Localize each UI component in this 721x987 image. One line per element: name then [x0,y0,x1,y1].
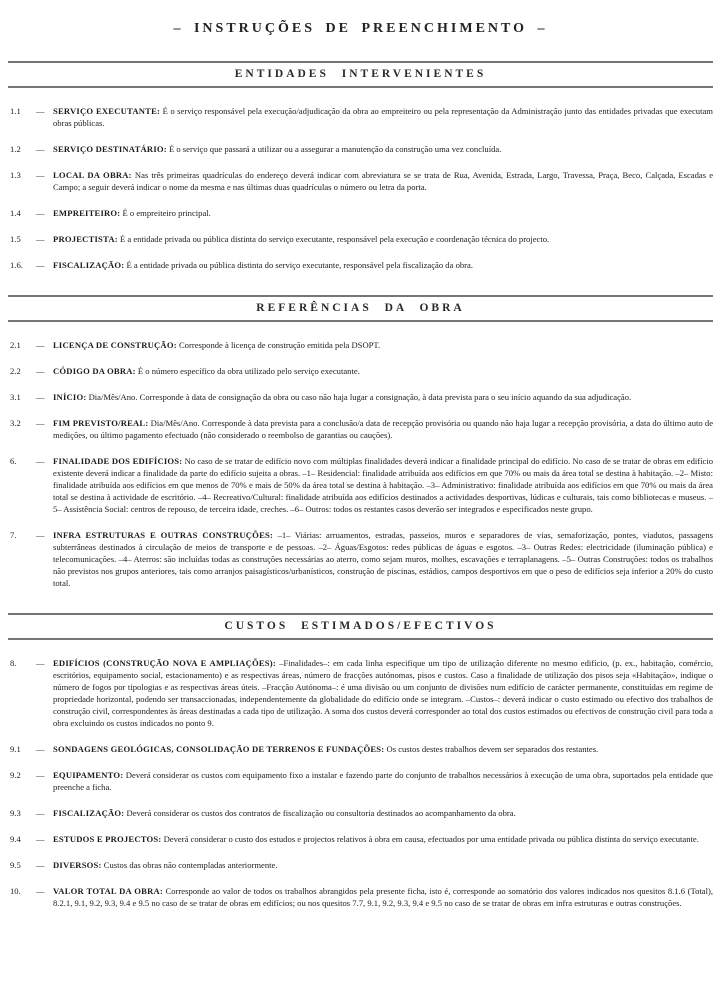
item-label: SONDAGENS GEOLÓGICAS, CONSOLIDAÇÃO DE TERRENOS E FUNDAÇÕES: [53,744,385,754]
item-number: 1.1 [10,106,21,116]
section-heading: REFERÊNCIAS DA OBRA [256,302,465,314]
item-text [53,417,713,441]
instruction-section [8,613,713,909]
item-number: 8. [10,658,17,668]
instruction-item [10,207,713,219]
section-header-rules [8,613,713,640]
item-dash: — [36,808,45,818]
item-number: 1.5 [10,234,21,244]
item-dash: — [36,208,45,218]
item-dash: — [36,170,45,180]
instruction-item [10,105,713,129]
item-label: VALOR TOTAL DA OBRA: [53,886,163,896]
item-dash: — [36,392,45,402]
item-text [53,365,713,377]
item-body: Corresponde ao valor de todos os trabalhos abrangidos pela presente ficha, isto é, corresponde ao somatório dos valores indicados nos quesitos 8.1.6 (Total), 8.2.1, 9.1, 9.2, 9.3, 9.4 e 9.5 no caso de se tratar de obras em edifícios; ou nos quesitos 7.7, 9.1, 9.2, 9.3, 9.4 e 9.5 no caso de se tratar de obras em infra estruturas e outras construções. [53,886,713,908]
item-body: Os custos destes trabalhos devem ser separados dos restantes. [386,744,599,754]
item-text [53,807,713,819]
section-items [8,322,713,589]
item-number: 9.5 [10,860,21,870]
item-body: Dia/Mês/Ano. Corresponde à data prevista para a conclusão/a data de recepção provisória ou quando não haja lugar a recepção provisória, a data do último auto de medições, ou último pagamento efectuado (não considerado o reembolso de garantias ou cauções). [53,418,714,440]
section-heading: CUSTOS ESTIMADOS/EFECTIVOS [224,620,497,632]
item-number: 6. [10,456,17,466]
item-label: INÍCIO: [53,392,87,402]
item-text [53,233,713,245]
section-items [8,88,713,271]
section-header-rules [8,61,713,88]
section-heading: ENTIDADES INTERVENIENTES [234,68,487,80]
instruction-item [10,233,713,245]
instruction-item [10,365,713,377]
item-body: Deverá considerar os custos dos contratos de fiscalização ou consultoria destinados ao acompanhamento da obra. [126,808,516,818]
instruction-item [10,417,713,441]
item-body: É o empreiteiro principal. [122,208,211,218]
instruction-item [10,657,713,729]
item-text [53,339,713,351]
item-number: 9.1 [10,744,21,754]
item-text [53,391,713,403]
instruction-section [8,61,713,271]
item-number: 1.3 [10,170,21,180]
item-dash: — [36,658,45,668]
item-text [53,455,713,515]
item-text [53,207,713,219]
item-label: SERVIÇO DESTINATÁRIO: [53,144,167,154]
item-label: FINALIDADE DOS EDIFÍCIOS: [53,456,183,466]
item-text [53,743,713,755]
item-body: Deverá considerar o custo dos estudos e projectos relativos à obra em causa, efectuados por uma entidade privada ou pública distinta do serviço executante. [163,834,699,844]
item-body: –1– Viárias: arruamentos, estradas, passeios, muros e separadores de vias, semaforização, pontes, viadutos, passagens subterrâneas destinados à circulação de meios de transporte e de pessoas. –2– Águas/Esgotos: redes públicas de águas e esgotos. –3– Outras Redes: electricidade (iluminação pública) e telecomunicações. –4– Aterros: são incluídas todas as construções necessárias ao aterro, como sejam muros, molhes, escavações e terraplanagens. –5– Outras Construções: todos os trabalhos não previstos nos grupos anteriores, tais como arranjos paisagísticos/urbanísticos, construção de piscinas, estádios, campos desportivos em que o peso de edifícios seja inferior a 20% do custo total. [53,530,713,588]
item-body: Dia/Mês/Ano. Corresponde à data de consignação da obra ou caso não haja lugar a consignação, à data prevista para o seu início aquando da sua adjudicação. [88,392,632,402]
instruction-item [10,885,713,909]
instruction-item [10,859,713,871]
item-body: –Finalidades–: em cada linha especifique um tipo de utilização diferente no mesmo edifício, (p. ex., habitação, comércio, escritórios, equipamento social, estacionamento) e as respectivas áreas, número de fracções autónomas, pisos e custos. Caso a finalidade de utilização dos pisos seja «Habitação», indique o número de fogos por tipologias e as respectivas áreas úteis. –Fracção Autónoma–: é uma divisão ou um conjunto de divisões num edifício de carácter permanente, constituídas em regime de propriedade horizontal, podendo ser transaccionadas, independentemente da globalidade do edifício onde se integram. –Custos–: deverá indicar o custo estimado ou efectivo dos trabalhos de construção civil, correspondentes às áreas destinadas a cada tipo de utilização. A soma dos custos deverá corresponder ao total dos custos estimados ou efectivos de construção civil para toda a obra excluindo os custos indicados no ponto 9. [53,658,713,728]
instruction-item [10,833,713,845]
item-number: 2.2 [10,366,21,376]
item-number: 3.1 [10,392,21,402]
item-dash: — [36,456,45,466]
instruction-item [10,455,713,515]
item-label: EDIFÍCIOS (CONSTRUÇÃO NOVA E AMPLIAÇÕES): [53,658,276,668]
item-body: No caso de se tratar de edifício novo com múltiplas finalidades deverá indicar a finalidade principal do edifício. No caso de se tratar de obras em edifício existente deverá indicar a finalidade da parte do edifício sujeita a obras. –1– Residencial: finalidade atribuída aos edifícios em que 70% ou mais da área total se destina à habitação. –2– Misto: finalidade atribuída aos edifícios em que menos de 70% e mais de 50% da área total se destina à habitação. –3– Administrativo: finalidade atribuída aos edifícios em que 70% ou mais da área total se destina à actividade de escritório. –4– Recreativo/Cultural: finalidade atribuída aos edifícios destinados a actividades desportivas, lúdicas e culturais, tais como bibliotecas e museus. –5– Assistência Social: centros de repouso, de terceira idade, creches. –6– Outros: todos os restantes casos deverão ser integrados e especificados neste grupo. [53,456,713,514]
item-label: ESTUDOS E PROJECTOS: [53,834,162,844]
item-dash: — [36,860,45,870]
item-text [53,769,713,793]
instruction-item [10,529,713,589]
item-body: É o serviço responsável pela execução/adjudicação da obra ao empreiteiro ou pela representação da Administração junto das entidades privadas que executam obras públicas. [53,106,713,128]
item-body: Corresponde à licença de construção emitida pela DSOPT. [178,340,381,350]
item-body: Deverá considerar os custos com equipamento fixo a instalar e fazendo parte do conjunto de trabalhos necessários à execução de uma obra, suportados pela entidade que preenche a ficha. [53,770,713,792]
instruction-item [10,743,713,755]
item-text [53,529,713,589]
item-label: LICENÇA DE CONSTRUÇÃO: [53,340,177,350]
item-text [53,143,713,155]
item-text [53,657,713,729]
instruction-item [10,339,713,351]
instruction-item [10,143,713,155]
item-number: 9.2 [10,770,21,780]
item-body: Nas três primeiras quadrículas do endereço deverá indicar com abreviatura se se trata de Rua, Avenida, Estrada, Largo, Travessa, Praça, Beco, Calçada, Escadas e Campo; a seguir deverá indicar o nome da mesma e nas últimas duas quadrículas o número ou letra da porta. [53,170,714,192]
instruction-item [10,769,713,793]
item-dash: — [36,260,45,270]
instruction-item [10,807,713,819]
item-dash: — [36,418,45,428]
sections-container [8,61,713,909]
instruction-item [10,391,713,403]
item-text [53,859,713,871]
item-label: INFRA ESTRUTURAS E OUTRAS CONSTRUÇÕES: [53,530,274,540]
item-number: 3.2 [10,418,21,428]
item-text [53,833,713,845]
item-dash: — [36,886,45,896]
item-text [53,105,713,129]
item-text [53,259,713,271]
item-number: 2.1 [10,340,21,350]
item-dash: — [36,234,45,244]
instruction-item [10,259,713,271]
item-label: SERVIÇO EXECUTANTE: [53,106,161,116]
item-label: LOCAL DA OBRA: [53,170,132,180]
item-dash: — [36,106,45,116]
page-title: – INSTRUÇÕES DE PREENCHIMENTO – [173,21,548,36]
item-label: CÓDIGO DA OBRA: [53,366,136,376]
item-dash: — [36,366,45,376]
item-number: 1.2 [10,144,21,154]
item-text [53,885,713,909]
item-body: É o serviço que passará a utilizar ou a assegurar a manutenção da construção uma vez concluída. [168,144,502,154]
item-dash: — [36,834,45,844]
item-number: 7. [10,530,17,540]
item-label: EMPREITEIRO: [53,208,121,218]
item-body: É o número específico da obra utilizado pelo serviço executante. [137,366,360,376]
item-body: É a entidade privada ou pública distinta do serviço executante, responsável pela execução e coordenação técnica do projecto. [119,234,550,244]
instruction-item [10,169,713,193]
instruction-section [8,295,713,589]
item-dash: — [36,340,45,350]
item-number: 10. [10,886,21,896]
section-items [8,640,713,909]
section-header-rules [8,295,713,322]
item-dash: — [36,530,45,540]
item-label: FISCALIZAÇÃO: [53,808,125,818]
item-number: 9.3 [10,808,21,818]
item-label: FISCALIZAÇÃO: [53,260,125,270]
item-number: 1.6. [10,260,23,270]
item-dash: — [36,744,45,754]
item-label: FIM PREVISTO/REAL: [53,418,149,428]
item-dash: — [36,770,45,780]
item-label: PROJECTISTA: [53,234,118,244]
item-number: 9.4 [10,834,21,844]
item-text [53,169,713,193]
item-dash: — [36,144,45,154]
item-body: É a entidade privada ou pública distinta do serviço executante, responsável pela fiscalização da obra. [126,260,473,270]
item-body: Custos das obras não contempladas anteriormente. [103,860,278,870]
item-number: 1.4 [10,208,21,218]
item-label: DIVERSOS: [53,860,102,870]
item-label: EQUIPAMENTO: [53,770,124,780]
